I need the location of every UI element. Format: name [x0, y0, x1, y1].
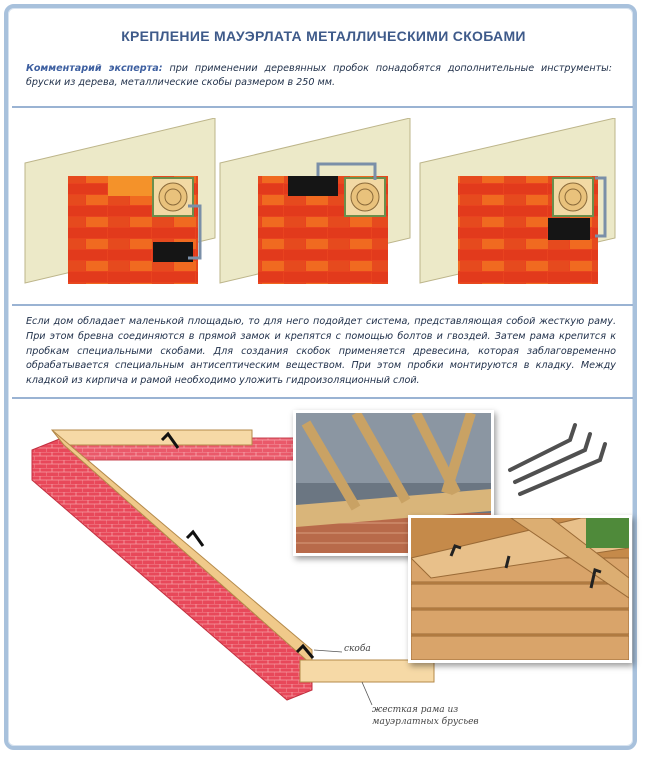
wall-sections-illustration: [20, 118, 625, 288]
wall-section-1: [25, 118, 215, 284]
expert-comment: [26, 62, 612, 90]
description-paragraph: Если дом обладает маленькой площадью, то для него подойдет система, представляющая собой жесткую раму. При этом бревна соединяются в прямой замок и крепятся с помощью болтов и гвоздей. Затем рама крепится к пробкам специальными скобами. Для создания скобок применяется древесина, которая заблаговременно обрабатывается специальным антисептическим веществом. При этом пробки монтируются в кладку. Между кладкой из кирпича и рамой необходимо уложить гидроизоляционный слой.: [26, 316, 616, 387]
expert-comment-text: при применении деревянных пробок понадобятся дополнительные инструменты: бруски из дерева, металлические скобы размером в 250 мм.: [26, 63, 612, 88]
frame-label: [372, 704, 479, 728]
divider-bottom: [12, 397, 633, 399]
expert-comment-label: Комментарий эксперта:: [26, 63, 163, 74]
photo-log-wall: [408, 515, 632, 663]
divider-top: [12, 106, 633, 108]
bracket-2: [187, 532, 203, 546]
wall-section-2: [220, 118, 410, 284]
frame-label-line2: мауэрлатных брусьев: [372, 717, 479, 727]
photo-metal-brackets: [500, 420, 620, 500]
wall-section-3: [420, 118, 615, 284]
page-title: КРЕПЛЕНИЕ МАУЭРЛАТА МЕТАЛЛИЧЕСКИМИ СКОБАМИ: [121, 28, 526, 44]
frame-label-line1: жесткая рама из: [372, 705, 459, 715]
divider-middle: [12, 304, 633, 306]
bracket-label: скоба: [344, 644, 371, 654]
